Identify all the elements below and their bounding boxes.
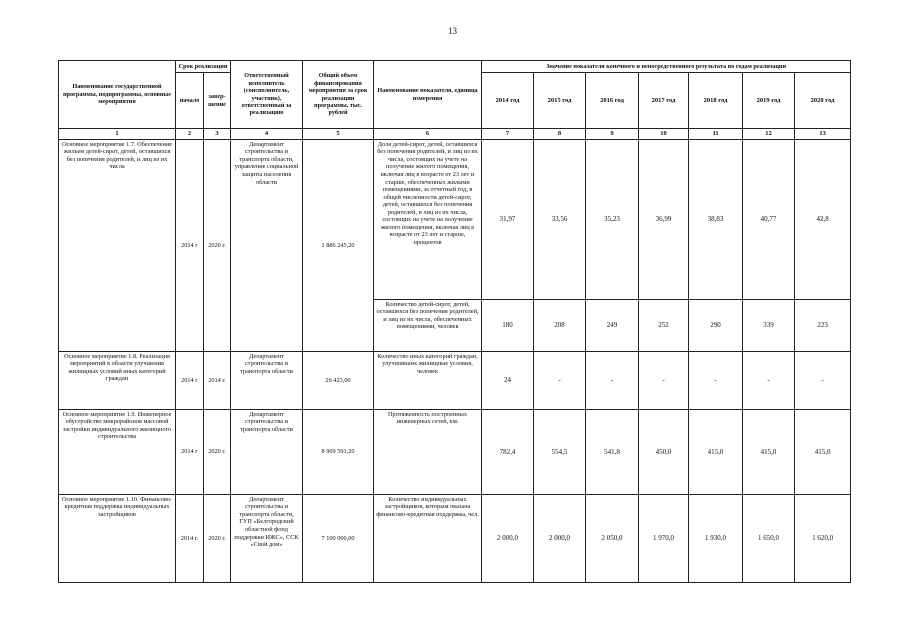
end-year: 2014 г.: [204, 351, 231, 409]
indicator-value: 249: [586, 299, 639, 351]
funding-volume: 8 969 591,20: [303, 409, 374, 494]
indicator-value: 36,99: [639, 139, 689, 299]
funding-volume: 26 423,00: [303, 351, 374, 409]
page-number: 13: [448, 26, 457, 36]
indicator-value: 40,77: [743, 139, 795, 299]
responsible: Департамент строительства и транспорта области: [231, 351, 303, 409]
header-year: 2016 год: [586, 73, 639, 129]
column-number: 3: [204, 129, 231, 140]
indicator-value: 42,8: [795, 139, 851, 299]
column-number: 5: [303, 129, 374, 140]
responsible: Департамент строительства и транспорта области: [231, 409, 303, 494]
indicator-value: 541,8: [586, 409, 639, 494]
indicator-value: 35,23: [586, 139, 639, 299]
indicator-value: 2 050,0: [586, 494, 639, 582]
column-number: 9: [586, 129, 639, 140]
table-row: [59, 351, 851, 409]
column-number: 12: [743, 129, 795, 140]
indicator-value: 339: [743, 299, 795, 351]
indicator-value: 223: [795, 299, 851, 351]
header-year: 2017 год: [639, 73, 689, 129]
indicator-label: Количество детей-сирот, детей, оставшихся без попечения родителей, и лиц из их числа, обеспеченных помещениями, человек: [374, 299, 482, 351]
indicator-value: 415,0: [795, 409, 851, 494]
header-end: завер-шение: [204, 73, 231, 129]
program-table: [58, 60, 851, 583]
indicator-value: 2 000,0: [482, 494, 534, 582]
measure-name: Основное мероприятие 1.8. Реализация мероприятий в области улучшения жилищных условий иных категорий граждан: [59, 351, 176, 409]
header-values: Значение показателя конечного и непосредственного результата по годам реализации: [482, 61, 851, 73]
indicator-value: 1 620,0: [795, 494, 851, 582]
indicator-value: 450,0: [639, 409, 689, 494]
header-year: 2019 год: [743, 73, 795, 129]
column-number: 6: [374, 129, 482, 140]
indicator-value: -: [586, 351, 639, 409]
header-volume: Общий объем финансирования мероприятия за срок реализации программы, тыс. рублей: [303, 61, 374, 129]
indicator-value: 33,56: [534, 139, 586, 299]
indicator-value: 415,0: [689, 409, 743, 494]
header-term: Срок реализации: [176, 61, 231, 73]
indicator-label: Доля детей-сирот, детей, оставшихся без попечения родителей, и лиц из их числа, состоящих на учете на получение жилого помещения, включая лиц в возрасте от 23 лет и старше, обеспеченных жилыми помещениями, за отчетный год, в общей численности детей-сирот, детей, оставшихся без попечения родителей, и лиц из их числа, состоящих на учете на получение жилого помещения, включая лиц в возрасте от 23 лет и старше, процентов: [374, 139, 482, 299]
indicator-value: 1 970,0: [639, 494, 689, 582]
indicator-value: 290: [689, 299, 743, 351]
header-year: 2015 год: [534, 73, 586, 129]
measure-name: Основное мероприятие 1.10. Финансово-кредитная поддержка индивидуальных застройщиков: [59, 494, 176, 582]
header-indicator: Наименование показателя, единица измерения: [374, 61, 482, 129]
start-year: 2014 г: [176, 139, 204, 351]
indicator-value: 252: [639, 299, 689, 351]
table-row: [59, 409, 851, 494]
indicator-value: -: [689, 351, 743, 409]
end-year: 2020 г.: [204, 139, 231, 351]
header-year: 2014 год: [482, 73, 534, 129]
indicator-value: 2 000,0: [534, 494, 586, 582]
end-year: 2020 г.: [204, 494, 231, 582]
column-number: 4: [231, 129, 303, 140]
indicator-value: 208: [534, 299, 586, 351]
indicator-label: Количество иных категорий граждан, улучшивших жилищные условия, человек: [374, 351, 482, 409]
column-number: 11: [689, 129, 743, 140]
indicator-value: 24: [482, 351, 534, 409]
column-number-row: [59, 129, 851, 140]
column-number: 13: [795, 129, 851, 140]
header-responsible: Ответственный исполнитель (соисполнитель, участник), ответственный за реализацию: [231, 61, 303, 129]
indicator-label: Количество индивидуальных застройщиков, которым оказана финансово-кредитная поддержка, чел.: [374, 494, 482, 582]
indicator-value: 1 650,0: [743, 494, 795, 582]
column-number: 8: [534, 129, 586, 140]
indicator-value: 31,97: [482, 139, 534, 299]
responsible: Департамент строительства и транспорта области, управление социальной защиты населения области: [231, 139, 303, 351]
responsible: Департамент строительства и транспорта области, ГУП «Белгородский областной фонд поддержки ИЖС», ССК «Свой дом»: [231, 494, 303, 582]
indicator-value: 1 930,0: [689, 494, 743, 582]
column-number: 7: [482, 129, 534, 140]
indicator-value: 38,83: [689, 139, 743, 299]
funding-volume: 1 886 245,20: [303, 139, 374, 351]
header-year: 2018 год: [689, 73, 743, 129]
header-name: Наименование государственной программы, подпрограммы, основные мероприятия: [59, 61, 176, 129]
indicator-label: Протяженность построенных инженерных сетей, км.: [374, 409, 482, 494]
start-year: 2014 г.: [176, 494, 204, 582]
measure-name: Основное мероприятие 1.7. Обеспечение жильем детей-сирот, детей, оставшихся без попечения родителей, и лиц из их числа: [59, 139, 176, 351]
indicator-value: -: [743, 351, 795, 409]
indicator-value: -: [534, 351, 586, 409]
column-number: 10: [639, 129, 689, 140]
table-row: [59, 139, 851, 299]
column-number: 2: [176, 129, 204, 140]
measure-name: Основное мероприятие 1.9. Инженерное обустройство микрорайонов массовой застройки индивидуального жилищного строительства: [59, 409, 176, 494]
header-start: начало: [176, 73, 204, 129]
indicator-value: 782,4: [482, 409, 534, 494]
indicator-value: -: [795, 351, 851, 409]
indicator-value: 180: [482, 299, 534, 351]
indicator-value: -: [639, 351, 689, 409]
end-year: 2020 г.: [204, 409, 231, 494]
start-year: 2014 г: [176, 409, 204, 494]
funding-volume: 7 100 000,00: [303, 494, 374, 582]
start-year: 2014 г: [176, 351, 204, 409]
indicator-value: 415,0: [743, 409, 795, 494]
table-row: [59, 494, 851, 582]
column-number: 1: [59, 129, 176, 140]
header-year: 2020 год: [795, 73, 851, 129]
indicator-value: 554,5: [534, 409, 586, 494]
